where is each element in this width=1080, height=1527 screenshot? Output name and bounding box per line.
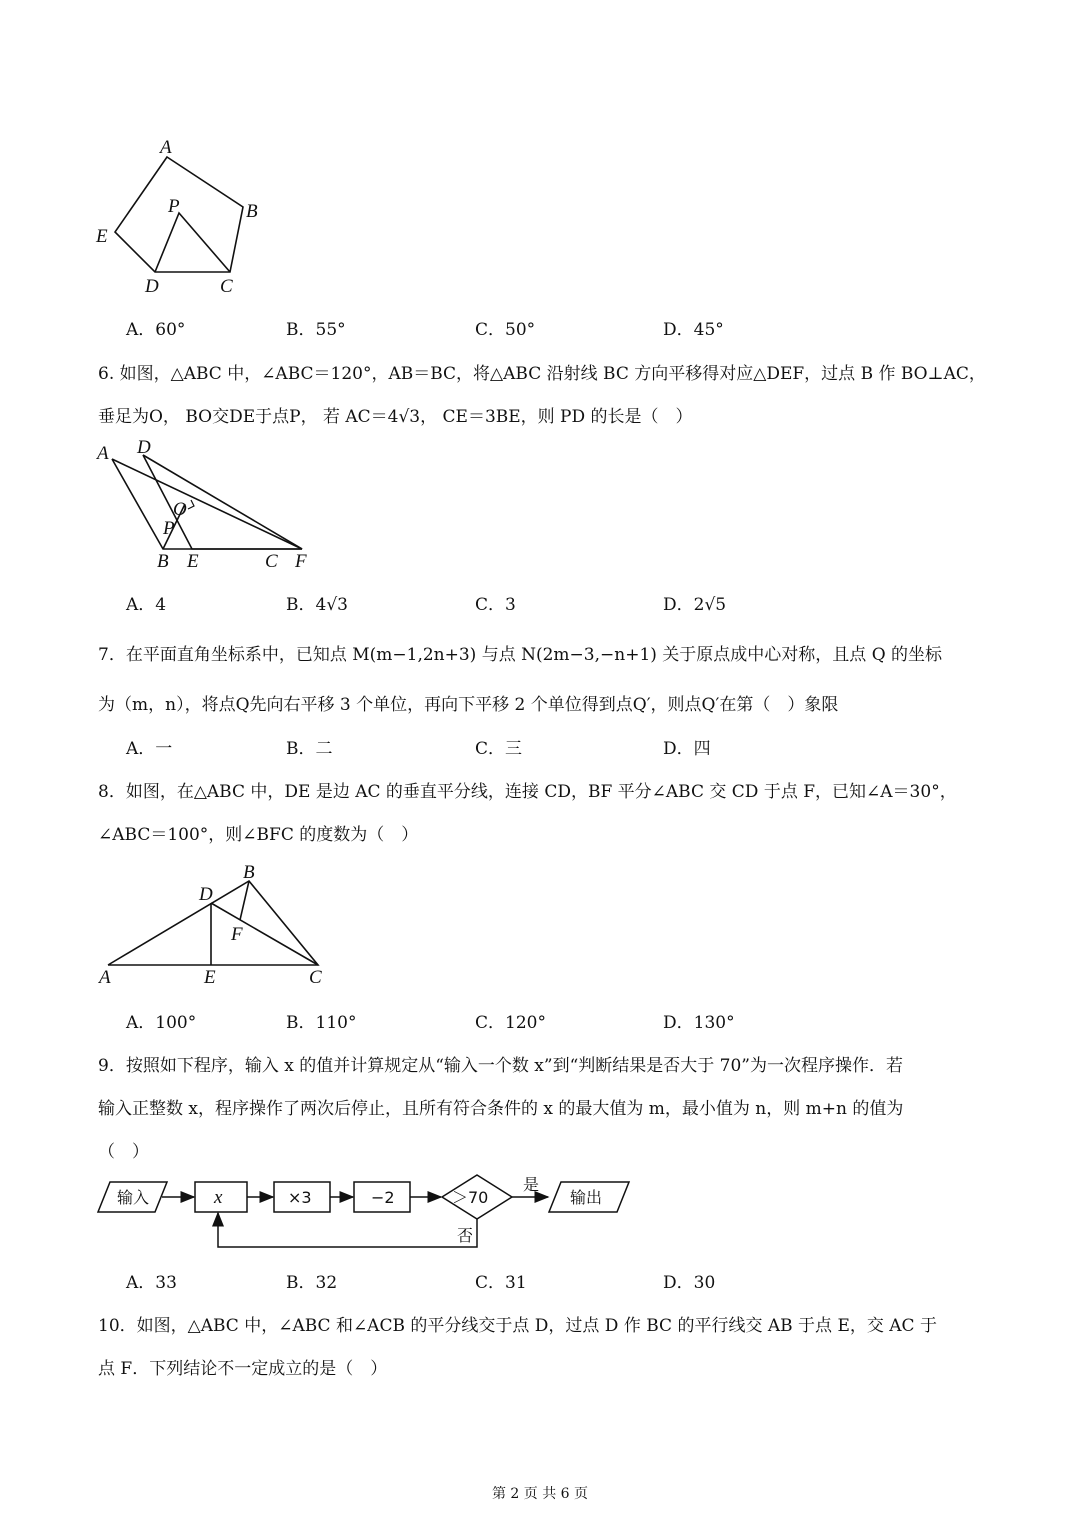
flow-sub-label: −2 [371, 1188, 395, 1207]
q6-stem-line1: 6. 如图，△ABC 中，∠ABC＝120°，AB＝BC，将△ABC 沿射线 BC 方向平移得对应△DEF，过点 B 作 BO⊥AC， [98, 364, 986, 384]
q7-option-a: A．一 [126, 739, 173, 759]
q8-label-C: C [309, 967, 322, 988]
q6-label-B: B [157, 551, 169, 572]
q5-label-C: C [220, 276, 233, 297]
flow-yes-label: 是 [523, 1175, 540, 1194]
q7-option-d: D．四 [663, 739, 711, 759]
q8-option-b: B．110° [286, 1013, 357, 1033]
q5-option-c: C．50° [475, 320, 536, 340]
q9-option-d: D．30 [663, 1273, 716, 1293]
flow-no-label: 否 [457, 1226, 474, 1245]
q8-label-E: E [204, 967, 216, 988]
q5-option-d: D．45° [663, 320, 724, 340]
q8-option-d: D．130° [663, 1013, 735, 1033]
q6-option-a: A．4 [126, 595, 167, 615]
q8-label-D: D [199, 884, 213, 905]
q7-option-c: C．三 [475, 739, 523, 759]
q6-label-P: P [163, 518, 175, 539]
q5-label-D: D [145, 276, 159, 297]
flow-mul-label: ×3 [288, 1188, 312, 1207]
q7-option-b: B．二 [286, 739, 333, 759]
q9-option-c: C．31 [475, 1273, 527, 1293]
q9-stem-line1: 9．按照如下程序，输入 x 的值并计算规定从“输入一个数 x”到“判断结果是否大于 70”为一次程序操作．若 [98, 1056, 903, 1076]
q5-label-P: P [168, 196, 180, 217]
q7-stem-line2: 为（m，n），将点Q先向右平移 3 个单位，再向下平移 2 个单位得到点Q′，则点Q′在第（ ）象限 [98, 695, 839, 715]
q6-label-F: F [295, 551, 307, 572]
q6-label-E: E [187, 551, 199, 572]
q10-stem-line2: 点 F．下列结论不一定成立的是（ ） [98, 1359, 388, 1379]
q6-label-D: D [137, 437, 151, 458]
q6-option-c: C．3 [475, 595, 516, 615]
q8-stem-line1: 8．如图，在△ABC 中，DE 是边 AC 的垂直平分线，连接 CD，BF 平分∠ABC 交 CD 于点 F，已知∠A＝30°， [98, 782, 957, 802]
q6-label-C: C [265, 551, 278, 572]
q6-label-A: A [97, 443, 109, 464]
flow-x-label: x [214, 1187, 223, 1208]
q5-figure [90, 135, 280, 305]
q5-option-a: A．60° [126, 320, 186, 340]
q6-figure [95, 435, 325, 575]
q5-label-A: A [160, 137, 172, 158]
page-footer: 第 2 页 共 6 页 [491, 1486, 589, 1502]
q9-flowchart [95, 1170, 635, 1255]
flow-output-label: 输出 [570, 1188, 603, 1207]
q7-stem-line1: 7．在平面直角坐标系中，已知点 M(m−1,2n+3) 与点 N(2m−3,−n+1) 关于原点成中心对称，且点 Q 的坐标 [98, 645, 943, 665]
q8-stem-line2: ∠ABC＝100°，则∠BFC 的度数为（ ） [98, 825, 419, 845]
q5-label-B: B [246, 201, 258, 222]
q9-option-a: A．33 [126, 1273, 177, 1293]
q5-label-E: E [96, 226, 108, 247]
q9-stem-line2: 输入正整数 x，程序操作了两次后停止，且所有符合条件的 x 的最大值为 m，最小值为 n，则 m+n 的值为 [98, 1099, 904, 1119]
q9-option-b: B．32 [286, 1273, 338, 1293]
q8-option-a: A．100° [126, 1013, 197, 1033]
q10-stem-line1: 10．如图，△ABC 中，∠ABC 和∠ACB 的平分线交于点 D，过点 D 作 BC 的平行线交 AB 于点 E，交 AC 于 [98, 1316, 937, 1336]
q8-figure [95, 858, 335, 988]
flow-condition-label: ＞70 [452, 1188, 489, 1207]
q8-label-F: F [231, 924, 243, 945]
q8-option-c: C．120° [475, 1013, 546, 1033]
q5-option-b: B．55° [286, 320, 346, 340]
q8-label-B: B [243, 862, 255, 883]
q6-option-d: D．2√5 [663, 595, 727, 615]
flow-input-label: 输入 [117, 1188, 150, 1207]
q6-option-b: B．4√3 [286, 595, 348, 615]
q8-label-A: A [99, 967, 111, 988]
q6-label-O: O [173, 499, 187, 520]
q9-stem-line3: （ ） [98, 1142, 149, 1162]
q6-stem-line2: 垂足为O， BO交DE于点P， 若 AC＝4√3， CE＝3BE，则 PD 的长是（ ） [98, 407, 693, 427]
